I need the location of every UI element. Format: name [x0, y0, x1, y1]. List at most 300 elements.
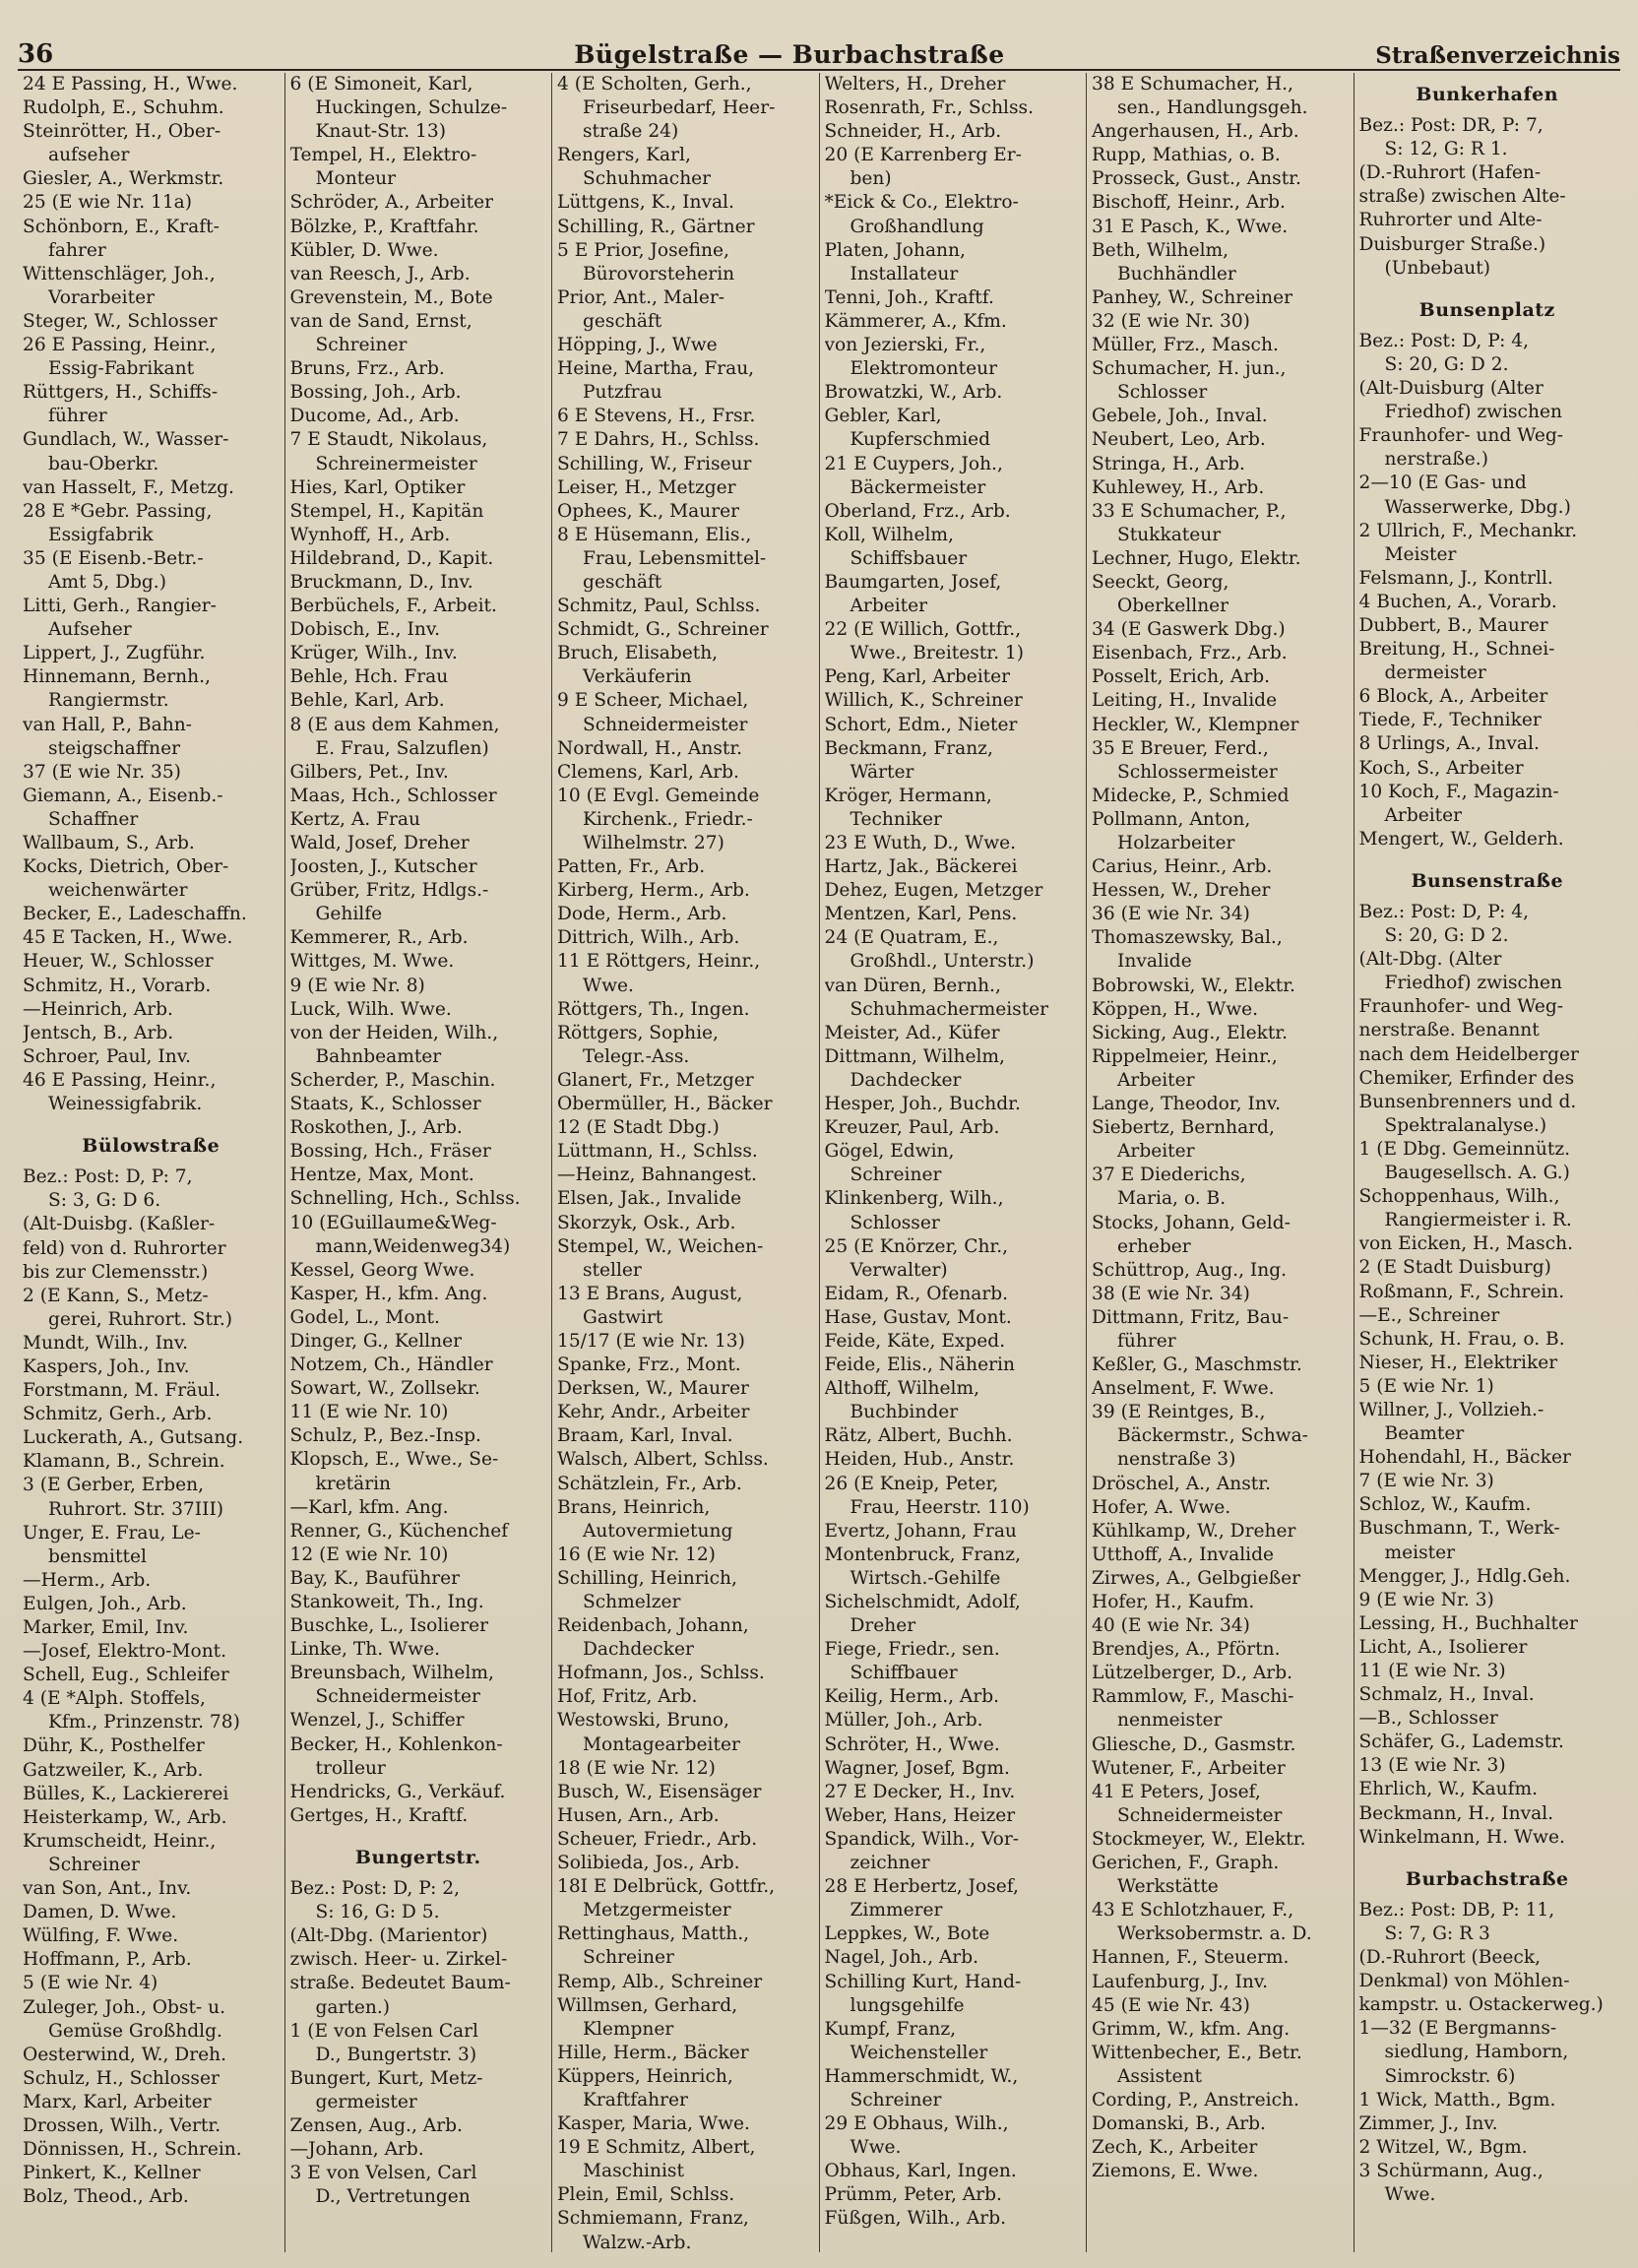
directory-entry: Buchhändler	[1117, 263, 1236, 284]
directory-entry: Assistent	[1117, 2065, 1202, 2087]
directory-entry: Wynhoff, H., Arb.	[289, 524, 451, 545]
directory-entry: Domanski, B., Arb.	[1092, 2113, 1266, 2135]
directory-entry: Luck, Wilh. Wwe.	[289, 998, 452, 1020]
directory-entry: Breitung, H., Schnei-	[1358, 639, 1555, 661]
directory-entry: Hies, Karl, Optiker	[289, 476, 466, 498]
directory-entry: 7 E Dahrs, H., Schlss.	[557, 429, 760, 451]
directory-entry: 35 (E Eisenb.-Betr.-	[23, 547, 204, 569]
directory-entry: 24 E Passing, H., Wwe.	[23, 74, 238, 94]
directory-entry: Schmitz, Gerh., Arb.	[23, 1404, 213, 1425]
directory-entry: Hinnemann, Bernh.,	[23, 666, 211, 688]
directory-entry: Frau, Lebensmittel-	[583, 547, 767, 569]
directory-column	[1354, 73, 1621, 2252]
directory-entry: Angerhausen, H., Arb.	[1092, 121, 1299, 143]
directory-entry: Kirberg, Herm., Arb.	[557, 880, 750, 902]
directory-entry: Buchbinder	[850, 1402, 959, 1423]
directory-entry: Schunk, H. Frau, o. B.	[1358, 1328, 1565, 1350]
directory-entry: Knaut-Str. 13)	[315, 121, 446, 143]
directory-entry: Kupferschmied	[850, 429, 991, 451]
directory-entry: 10 (E Evgl. Gemeinde	[557, 785, 760, 806]
directory-entry: Bossing, Joh., Arb.	[289, 382, 462, 404]
street-heading: Bunsenstraße	[1411, 869, 1564, 892]
directory-entry: Gehilfe	[315, 904, 383, 925]
directory-entry: Feide, Elis., Näherin	[824, 1354, 1015, 1376]
directory-entry: 19 E Schmitz, Albert,	[557, 2137, 756, 2159]
directory-entry: Stempel, W., Weichen-	[557, 1235, 764, 1257]
directory-entry: aufseher	[48, 145, 130, 166]
directory-entry: Wwe.	[850, 2137, 902, 2159]
directory-entry: fahrer	[48, 239, 106, 261]
directory-entry: Meister	[1384, 543, 1457, 565]
directory-entry: Kuhlewey, H., Arb.	[1092, 476, 1265, 498]
directory-entry: nenmeister	[1117, 1710, 1223, 1732]
directory-entry: Bülles, K., Lackiererei	[23, 1783, 229, 1804]
directory-entry: von der Heiden, Wilh.,	[289, 1022, 499, 1043]
directory-entry: 3 Schürmann, Aug.,	[1358, 2160, 1544, 2181]
directory-entry: Hohendahl, H., Bäcker	[1358, 1447, 1571, 1469]
directory-entry: 21 E Cuypers, Joh.,	[824, 453, 1003, 474]
directory-entry: Kühlkamp, W., Dreher	[1092, 1520, 1296, 1542]
directory-entry: Installateur	[850, 263, 959, 284]
directory-entry: von Jezierski, Fr.,	[824, 335, 986, 356]
directory-entry: Weinessigfabrik.	[48, 1094, 203, 1115]
directory-entry: Schulz, H., Schlosser	[23, 2067, 220, 2089]
directory-entry: Willner, J., Vollzieh.-	[1358, 1399, 1544, 1420]
directory-entry: Lüttgens, K., Inval.	[557, 192, 734, 214]
directory-entry: Bürovorsteherin	[583, 263, 735, 284]
directory-entry: Krüger, Wilh., Inv.	[289, 643, 458, 664]
directory-entry: Techniker	[850, 808, 942, 830]
directory-entry: Essigfabrik	[48, 524, 154, 545]
directory-entry: Schiffbauer	[850, 1663, 958, 1684]
directory-entry: S: 20, G: D 2.	[1384, 353, 1509, 375]
directory-entry: kampstr. u. Ostackerweg.)	[1358, 1994, 1604, 2016]
directory-entry: Autovermietung	[583, 1520, 733, 1542]
directory-entry: (Alt-Duisburg (Alter	[1358, 378, 1544, 400]
directory-entry: Stringa, H., Arb.	[1092, 453, 1245, 474]
directory-entry: Spanke, Frz., Mont.	[557, 1354, 741, 1376]
directory-entry: 2 Witzel, W., Bgm.	[1358, 2136, 1528, 2158]
directory-entry: Lange, Theodor, Inv.	[1092, 1094, 1282, 1115]
directory-entry: Berbüchels, F., Arbeit.	[289, 596, 497, 617]
directory-entry: —Herm., Arb.	[23, 1569, 152, 1591]
directory-entry: Schmiemann, Franz,	[557, 2208, 749, 2230]
directory-entry: Hoffmann, P., Arb.	[23, 1949, 192, 1971]
directory-entry: Grevenstein, M., Bote	[289, 286, 493, 308]
directory-entry: Mundt, Wilh., Inv.	[23, 1332, 189, 1354]
directory-entry: Gertges, H., Kraftf.	[289, 1804, 469, 1826]
directory-entry: 39 (E Reintges, B.,	[1092, 1402, 1266, 1423]
directory-entry: Bungert, Kurt, Metz-	[289, 2067, 483, 2089]
directory-entry: Walsch, Albert, Schlss.	[557, 1449, 769, 1471]
directory-entry: Telegr.-Ass.	[583, 1045, 690, 1067]
directory-entry: 13 (E wie Nr. 3)	[1358, 1755, 1506, 1777]
directory-entry: Dehez, Eugen, Metzger	[824, 880, 1043, 902]
directory-entry: Dinger, G., Kellner	[289, 1330, 462, 1352]
directory-entry: Giemann, A., Eisenb.-	[23, 785, 223, 806]
directory-entry: van Reesch, J., Arb.	[289, 263, 471, 284]
directory-entry: van Hasselt, F., Metzg.	[23, 476, 234, 498]
directory-entry: Neubert, Leo, Arb.	[1092, 429, 1266, 451]
directory-column	[552, 73, 820, 2252]
directory-entry: 15/17 (E wie Nr. 13)	[557, 1330, 745, 1352]
directory-entry: van Hall, P., Bahn-	[23, 714, 192, 735]
directory-entry: Spektralanalyse.)	[1384, 1114, 1547, 1136]
directory-entry: Frau, Heerstr. 110)	[850, 1496, 1030, 1518]
directory-entry: Chemiker, Erfinder des	[1358, 1067, 1575, 1089]
directory-entry: Großhdl., Unterstr.)	[850, 951, 1035, 973]
directory-entry: Ophees, K., Maurer	[557, 500, 739, 522]
directory-entry: Grüber, Fritz, Hdlgs.-	[289, 880, 489, 902]
directory-entry: Gebele, Joh., Inval.	[1092, 406, 1268, 427]
directory-entry: Bez.: Post: D, P: 2,	[289, 1878, 461, 1900]
directory-entry: (Unbebaut)	[1384, 257, 1490, 279]
directory-entry: (Alt-Duisbg. (Kaßler-	[23, 1214, 216, 1235]
directory-entry: Hille, Herm., Bäcker	[557, 2042, 749, 2063]
street-heading: Burbachstraße	[1405, 1867, 1569, 1890]
directory-entry: Notzem, Ch., Händler	[289, 1354, 493, 1376]
directory-entry: Rippelmeier, Heinr.,	[1092, 1045, 1278, 1067]
directory-entry: Schloz, W., Kaufm.	[1358, 1494, 1532, 1516]
directory-entry: Schröder, A., Arbeiter	[289, 192, 493, 214]
directory-entry: ben)	[850, 168, 892, 190]
directory-entry: Luckerath, A., Gutsang.	[23, 1427, 244, 1449]
directory-entry: Hessen, W., Dreher	[1092, 880, 1271, 902]
directory-entry: Steinrötter, H., Ober-	[23, 121, 221, 143]
directory-entry: 38 E Schumacher, H.,	[1092, 74, 1293, 94]
directory-entry: Dachdecker	[583, 1639, 694, 1661]
directory-entry: Schneidermeister	[315, 1686, 480, 1708]
directory-entry: geschäft	[583, 571, 662, 593]
directory-entry: Schmitz, Paul, Schlss.	[557, 596, 761, 617]
directory-entry: (Alt-Dbg. (Alter	[1358, 949, 1502, 971]
street-heading: Bunkerhafen	[1416, 84, 1559, 105]
directory-entry: 1 (E Dbg. Gemeinnütz.	[1358, 1138, 1571, 1160]
directory-entry: —Johann, Arb.	[289, 2139, 424, 2161]
directory-entry: Beckmann, H., Inval.	[1358, 1802, 1554, 1824]
directory-entry: Arbeiter	[1117, 1141, 1195, 1163]
directory-entry: Prosseck, Gust., Anstr.	[1092, 168, 1301, 190]
directory-column	[285, 73, 553, 2252]
directory-entry: Maas, Hch., Schlosser	[289, 785, 497, 806]
directory-entry: Ziemons, E. Wwe.	[1092, 2161, 1259, 2182]
directory-entry: Friedhof) zwischen	[1384, 402, 1562, 423]
directory-entry: 45 (E wie Nr. 43)	[1092, 1994, 1250, 2016]
directory-entry: 28 E Herbertz, Josef,	[824, 1876, 1019, 1898]
directory-entry: Baumgarten, Josef,	[824, 571, 1002, 593]
section-title: Straßenverzeichnis	[1375, 42, 1620, 69]
street-heading: Bungertstr.	[354, 1846, 481, 1868]
directory-entry: Rangiermeister i. R.	[1384, 1210, 1572, 1231]
directory-entry: Maria, o. B.	[1117, 1188, 1227, 1210]
directory-entry: Schmelzer	[583, 1592, 681, 1612]
directory-entry: Skorzyk, Osk., Arb.	[557, 1212, 736, 1233]
directory-entry: (Alt-Dbg. (Marientor)	[289, 1925, 488, 1947]
directory-entry: siedlung, Hamborn,	[1384, 2042, 1569, 2063]
directory-entry: Walzw.-Arb.	[583, 2232, 692, 2252]
directory-entry: Bruch, Elisabeth,	[557, 643, 719, 664]
directory-entry: Dachdecker	[850, 1069, 962, 1091]
directory-entry: 37 (E wie Nr. 35)	[23, 761, 181, 783]
directory-entry: Hartz, Jak., Bäckerei	[824, 856, 1018, 878]
columns-container	[18, 73, 1620, 2252]
directory-entry: Kirchenk., Friedr.-	[583, 808, 753, 830]
directory-entry: 12 (E wie Nr. 10)	[289, 1544, 449, 1565]
directory-entry: 46 E Passing, Heinr.,	[23, 1069, 217, 1091]
directory-entry: Schoppenhaus, Wilh.,	[1358, 1186, 1560, 1208]
directory-entry: Tenni, Joh., Kraftf.	[824, 286, 994, 308]
directory-entry: —B., Schlosser	[1358, 1708, 1498, 1730]
directory-entry: Beckmann, Franz,	[824, 737, 993, 759]
directory-entry: 12 (E Stadt Dbg.)	[557, 1117, 720, 1139]
directory-entry: Siebertz, Bernhard,	[1092, 1117, 1275, 1139]
directory-entry: Cording, P., Anstreich.	[1092, 2089, 1299, 2110]
directory-entry: Obhaus, Karl, Ingen.	[824, 2161, 1017, 2182]
directory-entry: Schnelling, Hch., Schlss.	[289, 1188, 521, 1210]
directory-entry: Stocks, Johann, Geld-	[1092, 1212, 1291, 1233]
directory-entry: Werkstätte	[1117, 1876, 1219, 1898]
directory-entry: Wittenschläger, Joh.,	[23, 263, 216, 284]
directory-entry: Kemmerer, R., Arb.	[289, 927, 469, 949]
directory-entry: Wallbaum, S., Arb.	[23, 833, 195, 853]
directory-entry: Peng, Karl, Arbeiter	[824, 666, 1011, 688]
directory-entry: Mengert, W., Gelderh.	[1358, 828, 1564, 850]
directory-entry: Bruckmann, D., Inv.	[289, 571, 473, 593]
directory-entry: Kämmerer, A., Kfm.	[824, 310, 1007, 332]
directory-entry: bau-Oberkr.	[48, 453, 159, 474]
directory-entry: Eisenbach, Frz., Arb.	[1092, 643, 1288, 664]
directory-entry: 18 (E wie Nr. 12)	[557, 1757, 716, 1779]
directory-entry: Bez.: Post: D, P: 4,	[1358, 330, 1530, 351]
directory-entry: Wasserwerke, Dbg.)	[1384, 496, 1571, 518]
directory-entry: Wittenbecher, E., Betr.	[1092, 2042, 1302, 2063]
directory-entry: Schüttrop, Aug., Ing.	[1092, 1259, 1288, 1281]
directory-entry: Schreiner	[850, 1165, 942, 1186]
directory-entry: Dittrich, Wilh., Arb.	[557, 927, 740, 949]
directory-entry: 4 Buchen, A., Vorarb.	[1358, 591, 1557, 612]
directory-entry: 1 Wick, Matth., Bgm.	[1358, 2089, 1556, 2110]
directory-entry: Dönnissen, H., Schrein.	[23, 2139, 242, 2161]
directory-entry: Lüttmann, H., Schlss.	[557, 1141, 758, 1163]
directory-entry: Fiege, Friedr., sen.	[824, 1639, 1000, 1661]
directory-entry: lungsgehilfe	[850, 1994, 965, 2016]
directory-entry: Dittmann, Fritz, Bau-	[1092, 1306, 1290, 1328]
directory-entry: Schätzlein, Fr., Arb.	[557, 1473, 742, 1494]
directory-entry: Hofer, A. Wwe.	[1092, 1496, 1231, 1518]
directory-entry: Rengers, Karl,	[557, 145, 691, 166]
directory-entry: Remp, Alb., Schreiner	[557, 1971, 763, 1992]
directory-entry: Lessing, H., Buchhalter	[1358, 1612, 1578, 1634]
directory-entry: D., Bungertstr. 3)	[315, 2044, 477, 2065]
directory-entry: 2 (E Stadt Duisburg)	[1358, 1257, 1551, 1279]
directory-entry: 33 E Schumacher, P.,	[1092, 500, 1287, 522]
directory-entry: Huckingen, Schulze-	[315, 97, 508, 119]
directory-entry: Bölzke, P., Kraftfahr.	[289, 216, 479, 237]
directory-entry: Montenbruck, Franz,	[824, 1544, 1021, 1565]
directory-entry: Joosten, J., Kutscher	[289, 856, 477, 878]
directory-entry: Husen, Arn., Arb.	[557, 1804, 720, 1826]
directory-entry: Kröger, Hermann,	[824, 785, 992, 806]
directory-entry: Höpping, J., Wwe	[557, 335, 718, 356]
directory-entry: Schreiner	[850, 2089, 942, 2110]
directory-entry: Arbeiter	[1117, 1069, 1195, 1091]
directory-entry: Welters, H., Dreher	[824, 74, 1006, 94]
directory-entry: van Son, Ant., Inv.	[23, 1878, 192, 1900]
directory-entry: S: 20, G: D 2.	[1384, 925, 1509, 947]
directory-entry: —Heinz, Bahnangest.	[557, 1165, 757, 1186]
directory-entry: Althoff, Wilhelm,	[824, 1378, 980, 1400]
directory-entry: Dröschel, A., Anstr.	[1092, 1473, 1272, 1494]
directory-entry: Invalide	[1117, 951, 1192, 973]
directory-entry: Bunsenbrenners und d.	[1358, 1091, 1577, 1112]
directory-entry: Gatzweiler, K., Arb.	[23, 1759, 204, 1781]
directory-entry: straße) zwischen Alte-	[1358, 186, 1566, 208]
directory-entry: Schlossermeister	[1117, 761, 1278, 783]
directory-entry: kretärin	[315, 1473, 392, 1494]
directory-entry: 28 E *Gebr. Passing,	[23, 500, 213, 522]
directory-entry: Putzfrau	[583, 382, 662, 404]
directory-entry: Nieser, H., Elektriker	[1358, 1352, 1558, 1373]
directory-entry: Rangiermstr.	[48, 690, 169, 712]
directory-column	[820, 73, 1088, 2252]
directory-entry: Verkäuferin	[583, 666, 692, 688]
directory-entry: 8 Urlings, A., Inval.	[1358, 733, 1540, 755]
directory-entry: 9 E Scheer, Michael,	[557, 690, 749, 712]
directory-entry: Seeckt, Georg,	[1092, 571, 1229, 593]
directory-entry: Oesterwind, W., Dreh.	[23, 2044, 226, 2065]
directory-entry: Forstmann, M. Fräul.	[23, 1380, 221, 1402]
directory-entry: Baugesellsch. A. G.)	[1384, 1163, 1570, 1184]
directory-entry: Ducome, Ad., Arb.	[289, 406, 460, 427]
directory-entry: Wülfing, F. Wwe.	[23, 1925, 179, 1947]
directory-entry: Kraftfahrer	[583, 2089, 688, 2110]
directory-entry: Rammlow, F., Maschi-	[1092, 1686, 1294, 1708]
directory-entry: Bischoff, Heinr., Arb.	[1092, 192, 1286, 214]
directory-entry: Rudolph, E., Schuhm.	[23, 97, 224, 119]
directory-entry: Nagel, Joh., Arb.	[824, 1947, 979, 1969]
directory-entry: Kübler, D. Wwe.	[289, 239, 439, 261]
directory-entry: Hofer, H., Kaufm.	[1092, 1592, 1255, 1612]
directory-entry: Schort, Edm., Nieter	[824, 714, 1018, 735]
directory-entry: gerei, Ruhrort. Str.)	[48, 1308, 232, 1330]
directory-entry: Zimmer, J., Inv.	[1358, 2112, 1498, 2134]
directory-entry: 41 E Peters, Josef,	[1092, 1781, 1261, 1802]
directory-entry: garten.)	[315, 1996, 390, 2018]
directory-entry: Oberland, Frz., Arb.	[824, 500, 1011, 522]
directory-entry: 2 (E Kann, S., Metz-	[23, 1285, 209, 1306]
directory-entry: weichenwärter	[48, 880, 188, 902]
directory-entry: Prümm, Peter, Arb.	[824, 2184, 1002, 2206]
directory-entry: Schröter, H., Wwe.	[824, 1733, 1000, 1755]
directory-entry: Zech, K., Arbeiter	[1092, 2137, 1258, 2159]
directory-entry: Heckler, W., Klempner	[1092, 714, 1299, 735]
directory-entry: Amt 5, Dbg.)	[48, 571, 166, 593]
directory-entry: 38 (E wie Nr. 34)	[1092, 1283, 1250, 1304]
directory-entry: 13 E Brans, August,	[557, 1283, 743, 1304]
directory-entry: Meister, Ad., Küfer	[824, 1022, 1000, 1043]
directory-entry: Essig-Fabrikant	[48, 358, 195, 380]
directory-entry: steigschaffner	[48, 737, 180, 759]
directory-entry: Aufseher	[48, 619, 132, 641]
directory-entry: mann,Weidenweg34)	[315, 1235, 511, 1257]
directory-entry: nach dem Heidelberger	[1358, 1043, 1579, 1065]
directory-entry: 8 (E aus dem Kahmen,	[289, 714, 500, 735]
directory-entry: Klamann, B., Schrein.	[23, 1451, 225, 1473]
directory-entry: S: 3, G: D 6.	[48, 1190, 161, 1212]
directory-entry: Bäckermeister	[850, 476, 986, 498]
directory-entry: Bez.: Post: DR, P: 7,	[1358, 115, 1544, 137]
directory-entry: Schaffner	[48, 808, 139, 830]
directory-entry: Linke, Th. Wwe.	[289, 1639, 440, 1661]
directory-entry: Schilling, Heinrich,	[557, 1567, 737, 1589]
directory-entry: Füßgen, Wilh., Arb.	[824, 2208, 1007, 2230]
directory-entry: Bay, K., Bauführer	[289, 1567, 461, 1589]
directory-entry: 5 (E wie Nr. 1)	[1358, 1375, 1494, 1397]
directory-entry: Kfm., Prinzenstr. 78)	[48, 1712, 240, 1733]
directory-entry: 25 (E Knörzer, Chr.,	[824, 1235, 1009, 1257]
directory-entry: 6 E Stevens, H., Frsr.	[557, 406, 756, 427]
directory-entry: Weber, Hans, Heizer	[824, 1804, 1016, 1826]
directory-entry: Behle, Karl, Arb.	[289, 690, 445, 712]
directory-entry: Clemens, Karl, Arb.	[557, 761, 739, 783]
directory-entry: Damen, D. Wwe.	[23, 1902, 177, 1923]
directory-entry: Rüttgers, H., Schiffs-	[23, 382, 219, 404]
directory-entry: Sichelschmidt, Adolf,	[824, 1592, 1021, 1612]
directory-entry: Bez.: Post: DB, P: 11,	[1358, 1899, 1555, 1921]
directory-entry: Roskothen, J., Arb.	[289, 1117, 463, 1139]
directory-entry: Posselt, Erich, Arb.	[1092, 666, 1271, 688]
directory-entry: Hof, Fritz, Arb.	[557, 1686, 698, 1708]
directory-entry: Stukkateur	[1117, 524, 1222, 545]
directory-entry: Kertz, A. Frau	[289, 808, 420, 830]
directory-entry: Bobrowski, W., Elektr.	[1092, 975, 1295, 996]
directory-entry: Stempel, H., Kapitän	[289, 500, 484, 522]
directory-entry: Kumpf, Franz,	[824, 2018, 957, 2040]
directory-entry: Nordwall, H., Anstr.	[557, 737, 743, 759]
directory-entry: Kreuzer, Paul, Arb.	[824, 1117, 1000, 1139]
directory-entry: Kaspers, Joh., Inv.	[23, 1355, 190, 1377]
directory-entry: Dubbert, B., Maurer	[1358, 614, 1548, 636]
directory-entry: Zuleger, Joh., Obst- u.	[23, 1996, 226, 2018]
directory-entry: Verwalter)	[850, 1259, 948, 1281]
directory-entry: Scherder, P., Maschin.	[289, 1069, 496, 1091]
directory-entry: 1 (E von Felsen Carl	[289, 2020, 478, 2042]
directory-entry: nerstraße.)	[1384, 449, 1488, 471]
directory-entry: E. Frau, Salzuflen)	[315, 737, 489, 759]
directory-entry: 26 (E Kneip, Peter,	[824, 1473, 999, 1494]
directory-entry: 8 E Hüsemann, Elis.,	[557, 524, 752, 545]
directory-entry: 32 (E wie Nr. 30)	[1092, 310, 1250, 332]
directory-entry: 6 (E Simoneit, Karl,	[289, 74, 473, 94]
directory-entry: meister	[1384, 1542, 1455, 1563]
directory-entry: Kasper, H., kfm. Ang.	[289, 1283, 488, 1304]
directory-entry: Obermüller, H., Bäcker	[557, 1094, 773, 1115]
directory-entry: Scheuer, Friedr., Arb.	[557, 1828, 758, 1850]
directory-entry: —Josef, Elektro-Mont.	[23, 1641, 227, 1663]
directory-entry: Ruhrort. Str. 37III)	[48, 1498, 224, 1520]
directory-entry: 3 E von Velsen, Carl	[289, 2163, 477, 2184]
directory-entry: Schmalz, H., Inval.	[1358, 1684, 1535, 1706]
directory-entry: Friedhof) zwischen	[1384, 973, 1562, 994]
directory-entry: 35 E Breuer, Ferd.,	[1092, 737, 1269, 759]
directory-entry: Litti, Gerh., Rangier-	[23, 596, 217, 617]
directory-entry: Schmidt, G., Schreiner	[557, 619, 769, 641]
directory-entry: Schäfer, G., Lademstr.	[1358, 1732, 1564, 1753]
directory-entry: Wutener, F., Arbeiter	[1092, 1757, 1286, 1779]
directory-entry: Bez.: Post: D, P: 4,	[1358, 902, 1530, 922]
directory-entry: Gastwirt	[583, 1306, 663, 1328]
directory-entry: Werksobermstr. a. D.	[1117, 1923, 1312, 1945]
